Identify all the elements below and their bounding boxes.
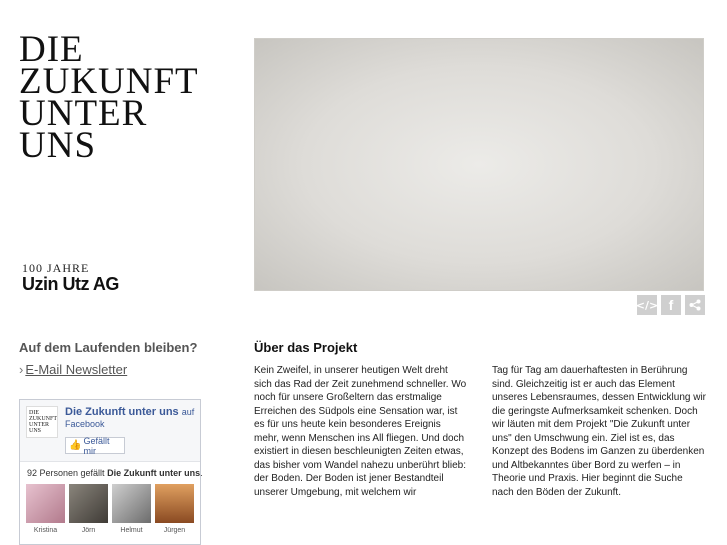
facebook-fan[interactable]: [155, 484, 194, 534]
logo-line: UNS: [19, 125, 97, 166]
facebook-fan[interactable]: [69, 484, 108, 534]
facebook-page-link[interactable]: Die Zukunft unter uns: [65, 406, 179, 418]
share-toolbar: [637, 295, 705, 315]
logo-line: ZUKUNFT: [19, 61, 199, 102]
thumb-line: DIE: [29, 410, 39, 416]
facebook-faces: [26, 484, 194, 534]
fan-name: Jörn: [81, 527, 96, 534]
facebook-like-count: [27, 468, 203, 478]
thumb-line: UNTER: [29, 422, 49, 428]
count-suffix: .: [200, 468, 203, 478]
facebook-page-thumbnail[interactable]: [26, 406, 58, 438]
facebook-like-box: [19, 399, 201, 545]
fan-name: Kristina: [33, 527, 58, 534]
thumb-line: ZUKUNFT: [29, 416, 57, 422]
facebook-header: [20, 400, 200, 462]
share-glyph: [689, 299, 701, 311]
facebook-icon[interactable]: f: [661, 295, 681, 315]
share-icon[interactable]: [685, 295, 705, 315]
chevron-right-icon: ›: [19, 362, 24, 377]
fan-name: Helmut: [120, 527, 143, 534]
about-text-column-2: Tag für Tag am dauerhaftesten in Berührung sind. Gleichzeitig ist er auch das Element unseres Lebensraumes, dessen Entwicklung wir die geringste Aufmerksamkeit schenken. Doch wir läuten mit dem Projekt "Die Zukunft unter uns" den Umschwung ein. Ziel ist es, das Konzept des Bodens im Ganzen zu überdenken und Altbekanntes über Bord zu werfen – in Theorie und Praxis. Hier beginnt die Suche nach den Böden der Zukunft.: [492, 365, 706, 498]
about-heading: Über das Projekt: [254, 340, 358, 355]
sponsor-brand[interactable]: Uzin Utz AG: [22, 274, 119, 294]
thumbs-up-icon: 👍: [69, 440, 82, 451]
facebook-fan[interactable]: [26, 484, 65, 534]
about-text-column-1: Kein Zweifel, in unserer heutigen Welt dreht sich das Rad der Zeit zunehmend schneller. Wo noch für unsere Großeltern das erstmalige Erreichen des Südpols eine Sensation war, ist es für uns heute kein besonderes Ereignis mehr, wenn Menschen ins All fliegen. Und doch existiert in diesen beschleunigten Zeiten etwas, das bisher vom Wandel nahezu unberührt blieb: der Boden. Der Boden ist jener Bestandteil unserer Umgebung, mit welchem wir: [254, 365, 467, 498]
newsletter-heading: Auf dem Laufenden bleiben?: [19, 340, 198, 355]
avatar: [69, 484, 108, 523]
anniversary-label: 100 JAHRE: [22, 261, 90, 275]
logo-line: DIE: [19, 29, 84, 70]
video-player[interactable]: [254, 38, 704, 291]
thumb-line: UNS: [29, 428, 42, 434]
avatar: [26, 484, 65, 523]
avatar: [155, 484, 194, 523]
fan-name: Jürgen: [163, 527, 186, 534]
avatar: [112, 484, 151, 523]
logo-line: UNTER: [19, 93, 148, 134]
embed-icon[interactable]: </>: [637, 295, 657, 315]
count-prefix: 92 Personen gefällt: [27, 468, 105, 478]
newsletter-link-label[interactable]: E-Mail Newsletter: [25, 362, 128, 377]
facebook-page-name: [65, 406, 199, 430]
count-page-name[interactable]: Die Zukunft unter uns: [107, 468, 201, 478]
facebook-on-label[interactable]: auf Facebook: [65, 407, 195, 429]
site-logo[interactable]: [19, 29, 199, 166]
facebook-fan[interactable]: [112, 484, 151, 534]
newsletter-link[interactable]: [19, 362, 127, 377]
facebook-like-button[interactable]: [65, 437, 125, 454]
like-label: Gefällt mir: [83, 435, 110, 456]
